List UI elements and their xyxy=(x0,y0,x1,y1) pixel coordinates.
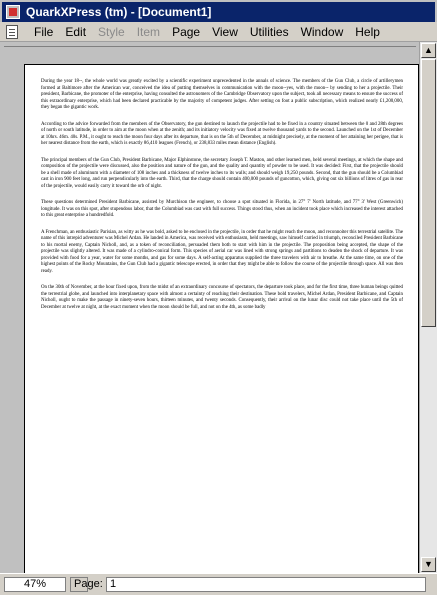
zoom-field[interactable]: 47% xyxy=(4,577,66,592)
paragraph-3: The principal members of the Gun Club, President Barbicane, Major Elphinstone, the secretary Joseph T. Maston, and other learned men, held several meetings, at which the shape and composition of the projectile were discussed, also the position and nature of the gun, and the quality and quantity of powder to be used. It was decided: First, that the projectile should be a shell made of aluminum with a diameter of 108 inches and a thickness of twelve inches to its walls; and should weigh 19,250 pounds. Second, that the gun should be a Columbiad cast in iron 900 feet long, and run perpendicularly into the earth. Third, that the charge should contain 400,000 pounds of guncotton, which, giving out six billions of litres of gas in rear of the projectile, would easily carry it toward the orb of night. xyxy=(41,157,403,189)
paragraph-5: A Frenchman, an enthusiastic Parisian, as witty as he was bold, asked to be enclosed in the projectile, in order that he might reach the moon, and reconnoiter this terrestrial satellite. The name of this intrepid adventurer was Michel Ardan. He landed in America, was received with enthusiasm, held meetings, saw himself carried in triumph, reconciled President Barbicane to his mortal enemy, Captain Nicholl, and, as a token of reconciliation, persuaded them both to start with him in the projectile. The proposition being accepted, the shape of the projectile was slightly altered. It was made of a cylindro-conical form. This species of aerial car was lined with strong springs and partitions to deaden the shock of departure. It was provided with food for a year, water for some months, and gas for some days. A self-acting apparatus supplied the three travelers with air to breathe. At the same time, on one of the highest points of the Rocky Mountains, the Gun Club had a gigantic telescope erected, in order that they might be able to follow the course of the projectile through space. All was then ready. xyxy=(41,229,403,274)
document-icon[interactable] xyxy=(6,25,18,39)
menu-style: Style xyxy=(98,25,125,39)
window-title: QuarkXPress (tm) - [Document1] xyxy=(26,5,212,19)
menu-bar xyxy=(0,22,437,42)
paragraph-4: These questions determined President Barbicane, assisted by Murchison the engineer, to choose a spot situated in Florida, in 27° 7' North latitude, and 77° 3' West (Greenwich) longitude. It was on this spot, after stupendous labor, that the Columbiad was cast with full success. Things stood thus, when an incident took place which increased the interest attached to this great enterprise a hundredfold. xyxy=(41,200,403,218)
paragraph-1: During the year 18--, the whole world was greatly excited by a scientific experiment unprecedented in the annals of science. The members of the Gun Club, a circle of artillerymen formed at Baltimore after the American war, conceived the idea of putting themselves in communication with the moon--yes, with the moon-- by sending to her a projectile. Their president, Barbicane, the promoter of the enterprise, having consulted the astronomers of the Cambridge Observatory upon the subject, took all necessary means to ensure the success of this extraordinary enterprise, which had been declared practicable by the majority of competent judges. After setting on foot a public subscription, which realized nearly £1,200,000, they began the gigantic work. xyxy=(41,79,403,110)
scroll-up-arrow-icon[interactable]: ▲ xyxy=(421,43,436,58)
title-bar xyxy=(0,0,437,22)
document-canvas[interactable] xyxy=(0,42,437,573)
paragraph-6: On the 30th of November, at the hour fixed upon, from the midst of an extraordinary concourse of spectators, the departure took place, and for the first time, three human beings quitted the terrestrial globe, and launched into interplanetary space with almost a certainty of reaching their destination. These bold travelers, Michel Ardan, President Barbicane, and Captain Nicholl, ought to make the passage in ninety-seven hours, thirteen minutes, and twenty seconds. Consequently, their arrival on the lunar disc could not take place until the 5th of December at twelve at night, at the exact moment when the moon should be full, and not on the 4th, as some badly xyxy=(41,285,403,310)
menu-edit[interactable]: Edit xyxy=(65,25,87,39)
page-label: Page: xyxy=(74,578,103,590)
page-number-field[interactable]: 1 xyxy=(106,577,426,592)
document-page[interactable] xyxy=(24,64,419,582)
horizontal-ruler-line xyxy=(4,46,416,47)
menu-item: Item xyxy=(136,25,161,39)
menu-items xyxy=(28,24,386,40)
paragraph-2: According to the advice forwarded from the members of the Observatory, the gun destined to launch the projectile had to be fixed in a country situated between the 0 and 28th degrees of north or south latitude, in order to aim at the moon when at the zenith; and its initiatory velocity was fixed at twelve thousand yards to the second. Launched on the 1st of December at 10hrs. 46m. 40s. P.M., it ought to reach the moon four days after its departure, that is on the 5th of December, at midnight precisely, at the moment of her attaining her perigee, that is her nearest distance from the earth, which is exactly 86,410 leagues (French), or 238,833 miles mean distance (English). xyxy=(41,121,403,146)
text-box[interactable] xyxy=(41,79,403,574)
menu-page[interactable]: Page xyxy=(172,25,201,39)
menu-file[interactable]: File xyxy=(34,25,54,39)
menu-help[interactable]: Help xyxy=(355,25,380,39)
menu-window[interactable]: Window xyxy=(300,25,344,39)
menu-utilities[interactable]: Utilities xyxy=(249,25,289,39)
menu-view[interactable]: View xyxy=(212,25,238,39)
scroll-down-arrow-icon[interactable]: ▼ xyxy=(421,557,436,572)
scrollbar-thumb[interactable] xyxy=(421,59,436,327)
status-bar xyxy=(0,573,437,595)
quarkxpress-app-icon[interactable] xyxy=(6,5,20,19)
vertical-scrollbar[interactable] xyxy=(419,42,437,573)
